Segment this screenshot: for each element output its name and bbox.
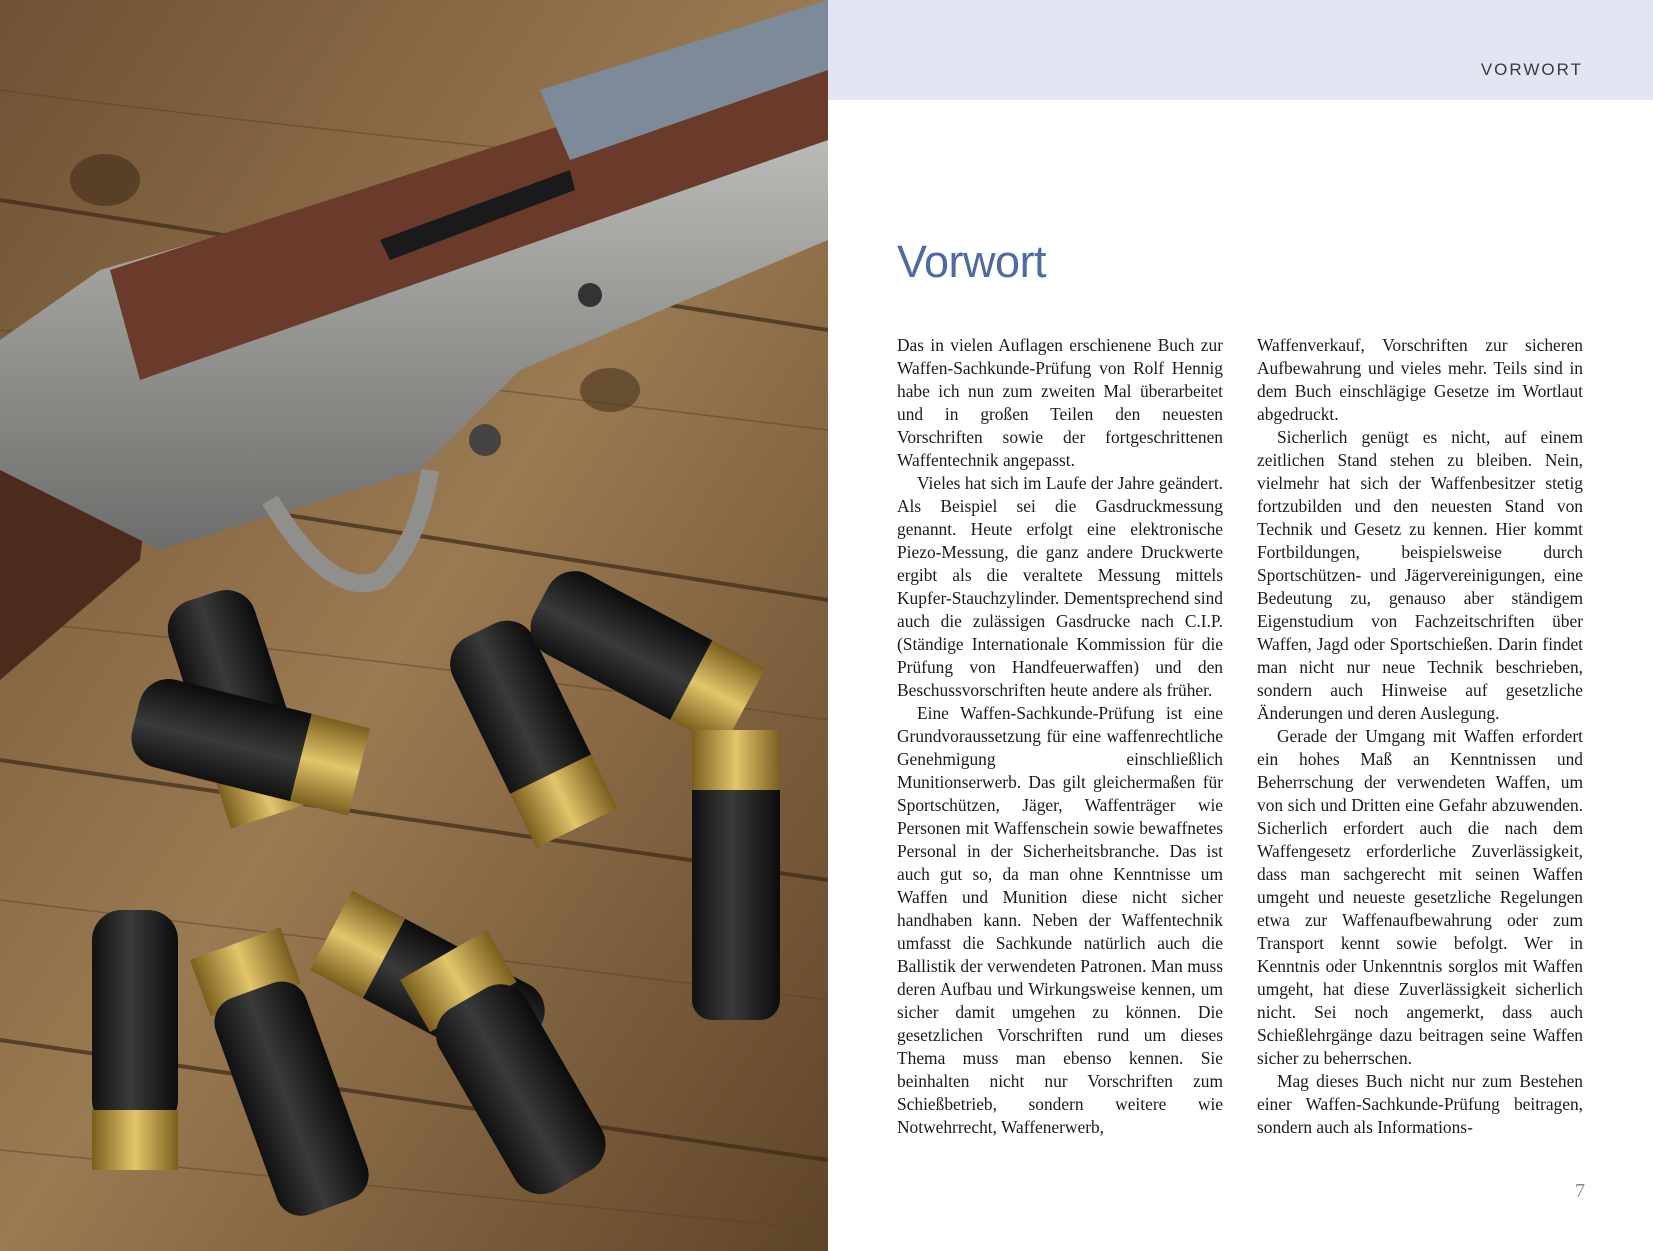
paragraph: Das in vielen Auflagen erschienene Buch zur Waffen-Sachkunde-Prüfung von Rolf Hennig habe ich nun zum zweiten Mal überarbeitet und in großen Teilen den neuesten Vorschriften sowie der fortgeschrittenen Waffentechnik angepasst. xyxy=(897,335,1223,470)
paragraph: Sicherlich genügt es nicht, auf einem zeitlichen Stand stehen zu bleiben. Nein, vielmehr hat sich der Waffenbesitzer stetig fortzubilden und den neuesten Stand von Technik und Gesetz zu kennen. Hier kommt Fortbildungen, beispielsweise durch Sportschützen- und Jägervereinigungen, eine Bedeutung zu, genauso aber ständigem Eigenstudium von Fachzeitschriften über Waffen, Jagd oder Sportschießen. Darin findet man nicht nur neue Technik beschrieben, sondern auch Hinweise auf gesetzliche Änderungen und deren Auslegung. xyxy=(1257,427,1583,723)
paragraph: Mag dieses Buch nicht nur zum Bestehen einer Waffen-Sachkunde-Prüfung beitragen, sondern auch als Informations- xyxy=(1257,1071,1583,1137)
running-head: VORWORT xyxy=(1480,60,1583,79)
paragraph: Gerade der Umgang mit Waffen erfordert ein hohes Maß an Kenntnissen und Beherrschung der verwendeten Waffen, um von sich und Dritten eine Gefahr abzuwenden. Sicherlich erfordert auch die nach dem Waffengesetz erforderliche Zuverlässigkeit, dass man sachgerecht mit seinen Waffen umgeht und neueste gesetzliche Regelungen etwa zur Waffenaufbewahrung oder zum Transport kennt sowie befolgt. Wer in Kenntnis oder Unkenntnis sorglos mit Waffen umgeht, hat diese Zuverlässigkeit sicherlich nicht. Sei noch angemerkt, dass auch Schießlehrgänge dazu beitragen seine Waffen sicher zu beherrschen. xyxy=(1257,726,1583,1068)
header-band xyxy=(828,0,1653,100)
text-column-left xyxy=(897,334,1223,1139)
paragraph: Eine Waffen-Sachkunde-Prüfung ist eine Grundvoraussetzung für eine waffenrechtliche Genehmigung einschließlich Munitionserwerb. Das gilt gleichermaßen für Sportschützen, Jäger, Waffenträger wie Personen mit Waffenschein sowie bewaffnetes Personal in der Sicherheitsbranche. Das ist auch gut so, da man ohne Kenntnisse um Waffen und Munition diese nicht sicher handhaben kann. Neben der Waffentechnik umfasst die Sachkunde natürlich auch die Ballistik der verwendeten Patronen. Man muss deren Aufbau und Wirkungsweise kennen, um sicher damit umgehen zu können. Die gesetzlichen Vorschriften rund um dieses Thema muss man ebenso kennen. Sie beinhalten nicht nur Vorschriften zum Schießbetrieb, sondern weitere wie Notwehrrecht, Waffenerwerb, xyxy=(897,703,1223,1137)
page-number: 7 xyxy=(1575,1180,1585,1202)
paragraph: Vieles hat sich im Laufe der Jahre geändert. Als Beispiel sei die Gasdruckmessung genannt. Heute erfolgt eine elektronische Piezo-Messung, die ganz andere Druckwerte ergibt als die veraltete Messung mittels Kupfer-Stauchzylinder. Dementsprechend sind auch die zulässigen Gasdrucke nach C.I.P. (Ständige Internationale Kommission für die Prüfung von Handfeuerwaffen) und den Beschussvorschriften heute andere als früher. xyxy=(897,473,1223,700)
text-column-right xyxy=(1257,334,1583,1139)
chapter-title: Vorwort xyxy=(897,236,1047,287)
paragraph: Waffenverkauf, Vorschriften zur sicheren Aufbewahrung und vieles mehr. Teils sind in dem Buch einschlägige Gesetze im Wortlaut abgedruckt. xyxy=(1257,335,1583,424)
